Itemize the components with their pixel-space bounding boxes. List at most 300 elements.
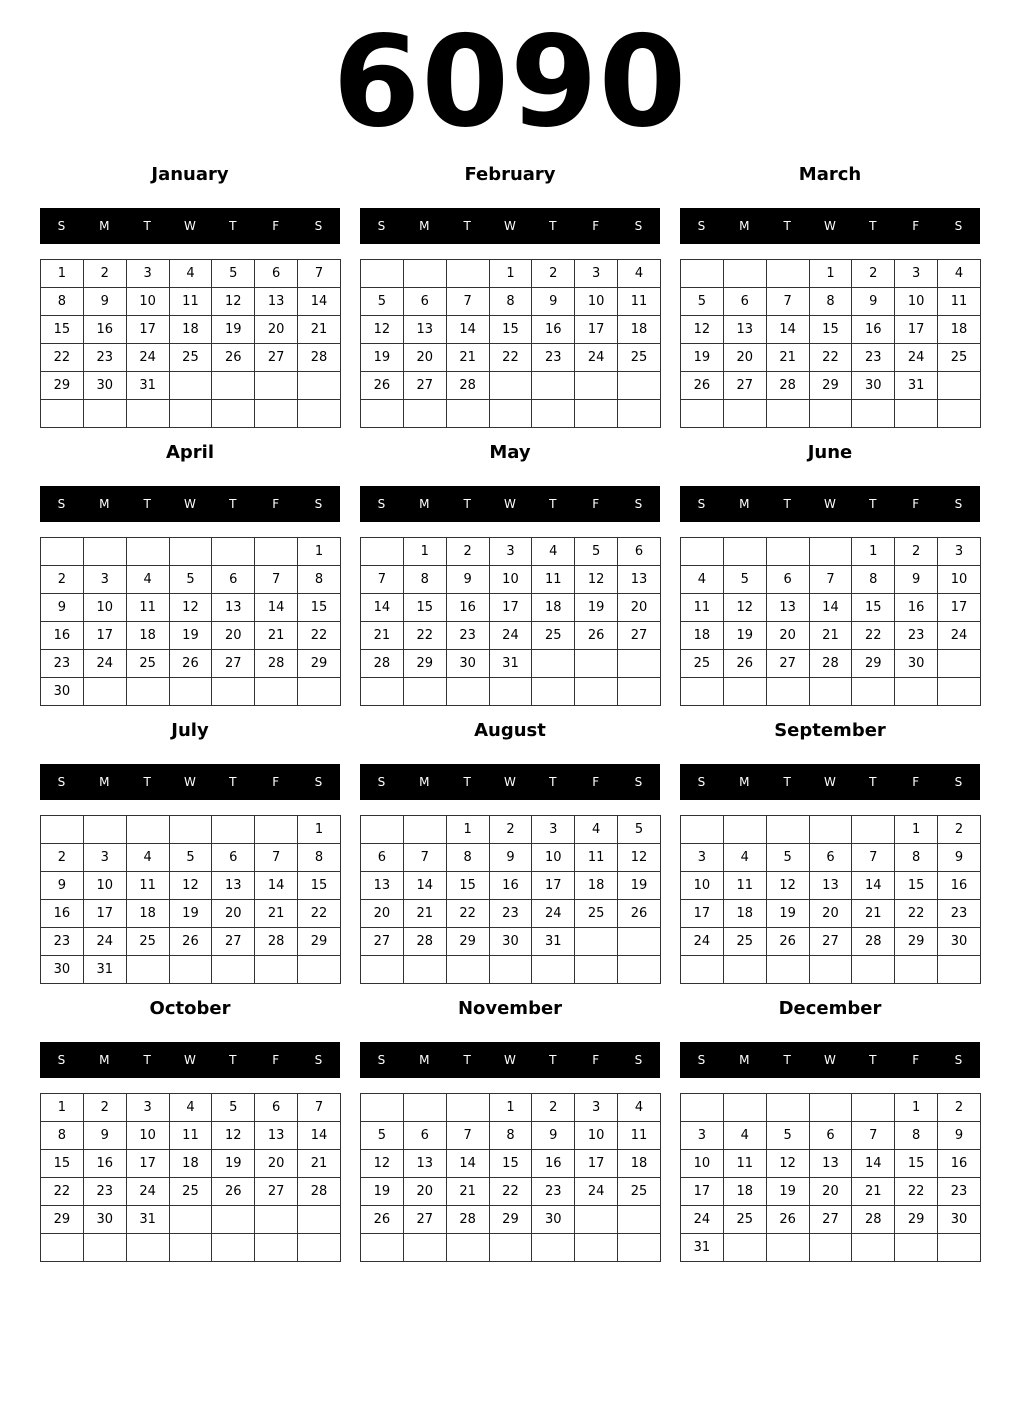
day-cell	[361, 538, 404, 566]
day-cell: 9	[895, 566, 938, 594]
weekday-header: T	[463, 219, 471, 233]
day-cell: 8	[895, 1122, 938, 1150]
day-cell: 21	[852, 1178, 895, 1206]
day-cell	[723, 538, 766, 566]
weekday-header: F	[912, 1053, 920, 1067]
month-august	[360, 716, 660, 986]
day-cell: 5	[618, 816, 661, 844]
day-cell: 1	[852, 538, 895, 566]
day-cell: 22	[403, 622, 446, 650]
day-cell: 9	[938, 844, 981, 872]
day-cell: 28	[403, 928, 446, 956]
day-cell: 12	[575, 566, 618, 594]
day-cell	[852, 1234, 895, 1262]
day-cell	[532, 400, 575, 428]
day-cell: 14	[446, 1150, 489, 1178]
day-cell	[298, 1234, 341, 1262]
day-cell	[361, 956, 404, 984]
day-cell	[723, 816, 766, 844]
weekday-header: F	[912, 775, 920, 789]
day-cell: 30	[532, 1206, 575, 1234]
day-cell: 29	[298, 928, 341, 956]
day-cell: 28	[852, 928, 895, 956]
day-cell: 14	[852, 1150, 895, 1178]
day-grid	[680, 1093, 981, 1262]
day-cell	[575, 372, 618, 400]
week-row	[361, 900, 661, 928]
weekday-header: W	[824, 219, 836, 233]
day-cell	[361, 678, 404, 706]
day-cell: 3	[83, 566, 126, 594]
day-cell: 3	[681, 1122, 724, 1150]
day-cell: 26	[169, 650, 212, 678]
day-cell: 14	[446, 316, 489, 344]
day-cell	[298, 372, 341, 400]
day-cell	[809, 1094, 852, 1122]
month-name: March	[798, 164, 862, 185]
day-cell	[766, 1234, 809, 1262]
day-cell: 4	[723, 844, 766, 872]
day-cell: 21	[255, 900, 298, 928]
day-cell: 13	[361, 872, 404, 900]
weekday-header-bar	[360, 486, 660, 522]
day-cell: 22	[489, 1178, 532, 1206]
weekday-header-bar	[360, 1042, 660, 1078]
day-cell: 23	[83, 1178, 126, 1206]
day-cell: 11	[532, 566, 575, 594]
week-row	[41, 566, 341, 594]
day-cell: 3	[681, 844, 724, 872]
day-cell: 6	[766, 566, 809, 594]
day-cell: 27	[403, 1206, 446, 1234]
day-cell	[446, 260, 489, 288]
weekday-header: S	[377, 219, 386, 233]
day-cell	[575, 928, 618, 956]
weekday-header: F	[272, 775, 280, 789]
weekday-header: M	[99, 775, 110, 789]
day-cell: 2	[938, 816, 981, 844]
day-cell: 2	[895, 538, 938, 566]
day-cell: 7	[852, 844, 895, 872]
day-cell: 29	[852, 650, 895, 678]
day-cell: 27	[255, 344, 298, 372]
day-cell: 21	[403, 900, 446, 928]
week-row	[681, 372, 981, 400]
day-cell: 31	[532, 928, 575, 956]
day-cell: 2	[83, 260, 126, 288]
weekday-header: M	[99, 497, 110, 511]
day-cell: 9	[532, 288, 575, 316]
day-cell: 23	[895, 622, 938, 650]
week-row	[41, 844, 341, 872]
day-cell: 11	[938, 288, 981, 316]
day-grid	[40, 537, 341, 706]
week-row	[681, 1178, 981, 1206]
day-cell: 19	[766, 900, 809, 928]
day-cell: 10	[489, 566, 532, 594]
weekday-header-bar	[680, 486, 980, 522]
day-cell: 12	[681, 316, 724, 344]
weekday-header: M	[99, 1053, 110, 1067]
day-cell: 8	[852, 566, 895, 594]
day-cell: 9	[41, 872, 84, 900]
month-name: October	[149, 998, 231, 1019]
day-cell: 18	[618, 316, 661, 344]
day-cell: 18	[169, 316, 212, 344]
day-cell	[575, 678, 618, 706]
weekday-header: T	[783, 775, 791, 789]
day-cell	[361, 1234, 404, 1262]
week-row	[681, 316, 981, 344]
day-cell: 6	[809, 844, 852, 872]
week-row	[681, 650, 981, 678]
weekday-header: T	[143, 219, 151, 233]
day-cell: 12	[212, 1122, 255, 1150]
day-cell: 27	[809, 1206, 852, 1234]
day-cell: 29	[809, 372, 852, 400]
day-cell	[126, 400, 169, 428]
day-cell	[723, 400, 766, 428]
day-cell: 8	[489, 1122, 532, 1150]
day-cell	[403, 1094, 446, 1122]
weekday-header: T	[549, 219, 557, 233]
day-cell: 20	[255, 1150, 298, 1178]
day-cell: 27	[723, 372, 766, 400]
weekday-header-bar	[680, 208, 980, 244]
day-cell: 19	[361, 1178, 404, 1206]
week-row	[41, 650, 341, 678]
weekday-header: W	[184, 219, 196, 233]
day-cell	[938, 956, 981, 984]
day-cell: 4	[575, 816, 618, 844]
day-cell: 14	[852, 872, 895, 900]
week-row	[681, 260, 981, 288]
day-cell: 19	[766, 1178, 809, 1206]
week-row	[361, 538, 661, 566]
day-cell: 27	[212, 650, 255, 678]
day-cell: 16	[83, 316, 126, 344]
day-cell: 4	[618, 1094, 661, 1122]
week-row	[361, 872, 661, 900]
day-cell: 11	[169, 1122, 212, 1150]
weekday-header: F	[272, 219, 280, 233]
day-cell: 23	[938, 900, 981, 928]
day-cell	[575, 400, 618, 428]
day-cell	[255, 1206, 298, 1234]
day-cell: 8	[41, 288, 84, 316]
day-cell	[255, 678, 298, 706]
day-cell	[618, 956, 661, 984]
day-cell: 20	[809, 900, 852, 928]
day-cell: 12	[618, 844, 661, 872]
day-cell	[852, 956, 895, 984]
day-cell: 24	[895, 344, 938, 372]
day-cell: 25	[169, 1178, 212, 1206]
day-cell: 23	[41, 928, 84, 956]
day-cell: 30	[938, 1206, 981, 1234]
day-cell	[403, 816, 446, 844]
day-cell: 12	[212, 288, 255, 316]
day-cell	[403, 260, 446, 288]
day-cell: 1	[489, 1094, 532, 1122]
weekday-header: S	[954, 497, 963, 511]
weekday-header: S	[697, 775, 706, 789]
day-cell: 25	[723, 928, 766, 956]
day-cell: 20	[766, 622, 809, 650]
weekday-header: W	[504, 775, 516, 789]
day-cell: 25	[681, 650, 724, 678]
day-cell	[723, 260, 766, 288]
day-cell: 5	[212, 1094, 255, 1122]
weekday-header: T	[783, 497, 791, 511]
day-cell: 30	[489, 928, 532, 956]
day-cell: 29	[446, 928, 489, 956]
day-cell	[723, 956, 766, 984]
day-cell: 12	[723, 594, 766, 622]
day-cell: 14	[403, 872, 446, 900]
day-cell	[83, 400, 126, 428]
day-cell: 19	[169, 622, 212, 650]
day-cell: 13	[212, 872, 255, 900]
day-cell: 4	[618, 260, 661, 288]
week-row	[41, 372, 341, 400]
day-cell: 25	[532, 622, 575, 650]
day-cell: 3	[532, 816, 575, 844]
weekday-header: F	[272, 1053, 280, 1067]
day-cell: 2	[852, 260, 895, 288]
weekday-header: T	[229, 1053, 237, 1067]
month-february	[360, 160, 660, 430]
day-cell	[938, 400, 981, 428]
day-cell: 27	[403, 372, 446, 400]
day-cell: 30	[83, 1206, 126, 1234]
year-title: 6090	[332, 8, 688, 155]
day-cell: 14	[766, 316, 809, 344]
day-cell: 29	[298, 650, 341, 678]
day-cell	[41, 1234, 84, 1262]
day-cell	[681, 400, 724, 428]
day-cell: 28	[361, 650, 404, 678]
day-cell: 30	[83, 372, 126, 400]
day-cell: 24	[83, 928, 126, 956]
day-cell	[255, 1234, 298, 1262]
day-cell: 19	[575, 594, 618, 622]
day-cell: 21	[809, 622, 852, 650]
week-row	[41, 956, 341, 984]
weekday-header: F	[592, 219, 600, 233]
day-cell	[403, 1234, 446, 1262]
weekday-header: W	[824, 497, 836, 511]
week-row	[41, 1094, 341, 1122]
weekday-header: S	[57, 775, 66, 789]
day-cell	[809, 816, 852, 844]
day-cell: 28	[809, 650, 852, 678]
day-cell: 30	[895, 650, 938, 678]
day-cell: 24	[575, 1178, 618, 1206]
weekday-header-bar	[40, 208, 340, 244]
day-cell	[852, 400, 895, 428]
weekday-header: T	[143, 775, 151, 789]
day-cell: 12	[766, 872, 809, 900]
day-cell	[169, 372, 212, 400]
day-cell	[766, 956, 809, 984]
day-cell	[446, 1234, 489, 1262]
week-row	[681, 1206, 981, 1234]
day-cell	[403, 678, 446, 706]
day-cell: 9	[852, 288, 895, 316]
weekday-header: T	[229, 497, 237, 511]
day-cell: 4	[169, 260, 212, 288]
day-cell: 11	[169, 288, 212, 316]
day-cell	[809, 538, 852, 566]
weekday-header: W	[184, 497, 196, 511]
day-cell: 21	[766, 344, 809, 372]
day-cell: 11	[618, 288, 661, 316]
week-row	[41, 538, 341, 566]
week-row	[361, 1234, 661, 1262]
week-row	[361, 400, 661, 428]
day-cell: 7	[446, 288, 489, 316]
day-grid	[40, 259, 341, 428]
week-row	[41, 872, 341, 900]
week-row	[41, 816, 341, 844]
day-cell: 3	[575, 1094, 618, 1122]
weekday-header: W	[824, 775, 836, 789]
day-cell: 17	[126, 316, 169, 344]
weekday-header: T	[143, 1053, 151, 1067]
day-cell: 23	[83, 344, 126, 372]
day-cell: 16	[41, 900, 84, 928]
day-cell: 3	[938, 538, 981, 566]
weekday-header: S	[57, 219, 66, 233]
day-cell: 9	[446, 566, 489, 594]
day-grid	[360, 537, 661, 706]
day-cell: 20	[403, 1178, 446, 1206]
day-cell: 25	[723, 1206, 766, 1234]
day-cell: 30	[446, 650, 489, 678]
day-cell	[361, 816, 404, 844]
weekday-header: S	[314, 219, 323, 233]
day-cell: 29	[489, 1206, 532, 1234]
day-cell: 18	[575, 872, 618, 900]
day-cell	[446, 1094, 489, 1122]
day-cell	[532, 678, 575, 706]
day-cell: 24	[126, 1178, 169, 1206]
week-row	[361, 1206, 661, 1234]
day-cell	[212, 678, 255, 706]
day-cell: 17	[681, 1178, 724, 1206]
day-cell: 6	[403, 288, 446, 316]
weekday-header: S	[377, 775, 386, 789]
day-cell: 13	[212, 594, 255, 622]
day-cell: 3	[83, 844, 126, 872]
weekday-header: S	[634, 497, 643, 511]
day-cell: 5	[723, 566, 766, 594]
day-cell: 11	[126, 872, 169, 900]
day-cell: 15	[852, 594, 895, 622]
week-row	[41, 678, 341, 706]
day-cell: 31	[681, 1234, 724, 1262]
day-cell: 20	[723, 344, 766, 372]
weekday-header: F	[592, 497, 600, 511]
day-cell: 15	[895, 1150, 938, 1178]
weekday-header: W	[504, 1053, 516, 1067]
week-row	[681, 538, 981, 566]
day-cell	[895, 678, 938, 706]
weekday-header: S	[377, 497, 386, 511]
weekday-header: T	[869, 1053, 877, 1067]
week-row	[361, 1122, 661, 1150]
week-row	[681, 594, 981, 622]
day-cell: 19	[618, 872, 661, 900]
day-cell: 22	[809, 344, 852, 372]
day-cell: 13	[255, 288, 298, 316]
day-cell: 23	[532, 1178, 575, 1206]
weekday-header: S	[314, 1053, 323, 1067]
weekday-header: T	[549, 775, 557, 789]
day-cell	[126, 816, 169, 844]
day-cell	[169, 678, 212, 706]
day-cell: 25	[575, 900, 618, 928]
day-cell: 7	[809, 566, 852, 594]
day-cell: 21	[361, 622, 404, 650]
day-cell: 3	[489, 538, 532, 566]
day-cell: 7	[255, 566, 298, 594]
day-cell: 1	[895, 1094, 938, 1122]
weekday-header: T	[869, 775, 877, 789]
month-april	[40, 438, 340, 708]
week-row	[681, 872, 981, 900]
day-cell: 7	[298, 260, 341, 288]
day-grid	[680, 259, 981, 428]
day-cell	[169, 538, 212, 566]
day-cell	[766, 816, 809, 844]
week-row	[361, 956, 661, 984]
day-cell	[41, 400, 84, 428]
day-cell: 26	[723, 650, 766, 678]
day-cell: 20	[212, 900, 255, 928]
week-row	[681, 900, 981, 928]
day-cell: 6	[255, 260, 298, 288]
day-cell: 24	[532, 900, 575, 928]
day-cell: 25	[618, 1178, 661, 1206]
day-cell	[298, 400, 341, 428]
week-row	[681, 956, 981, 984]
day-cell: 10	[681, 1150, 724, 1178]
day-cell: 28	[446, 1206, 489, 1234]
day-cell	[681, 956, 724, 984]
day-cell: 31	[126, 1206, 169, 1234]
day-cell: 1	[41, 260, 84, 288]
day-cell: 10	[681, 872, 724, 900]
day-cell: 2	[446, 538, 489, 566]
day-cell: 13	[255, 1122, 298, 1150]
day-cell: 13	[618, 566, 661, 594]
day-cell	[766, 260, 809, 288]
day-cell: 7	[298, 1094, 341, 1122]
week-row	[681, 400, 981, 428]
month-june	[680, 438, 980, 708]
week-row	[41, 900, 341, 928]
day-cell: 23	[489, 900, 532, 928]
month-january	[40, 160, 340, 430]
month-march	[680, 160, 980, 430]
day-cell: 24	[938, 622, 981, 650]
day-cell	[575, 1234, 618, 1262]
week-row	[361, 678, 661, 706]
day-cell: 14	[255, 594, 298, 622]
day-cell: 26	[361, 372, 404, 400]
